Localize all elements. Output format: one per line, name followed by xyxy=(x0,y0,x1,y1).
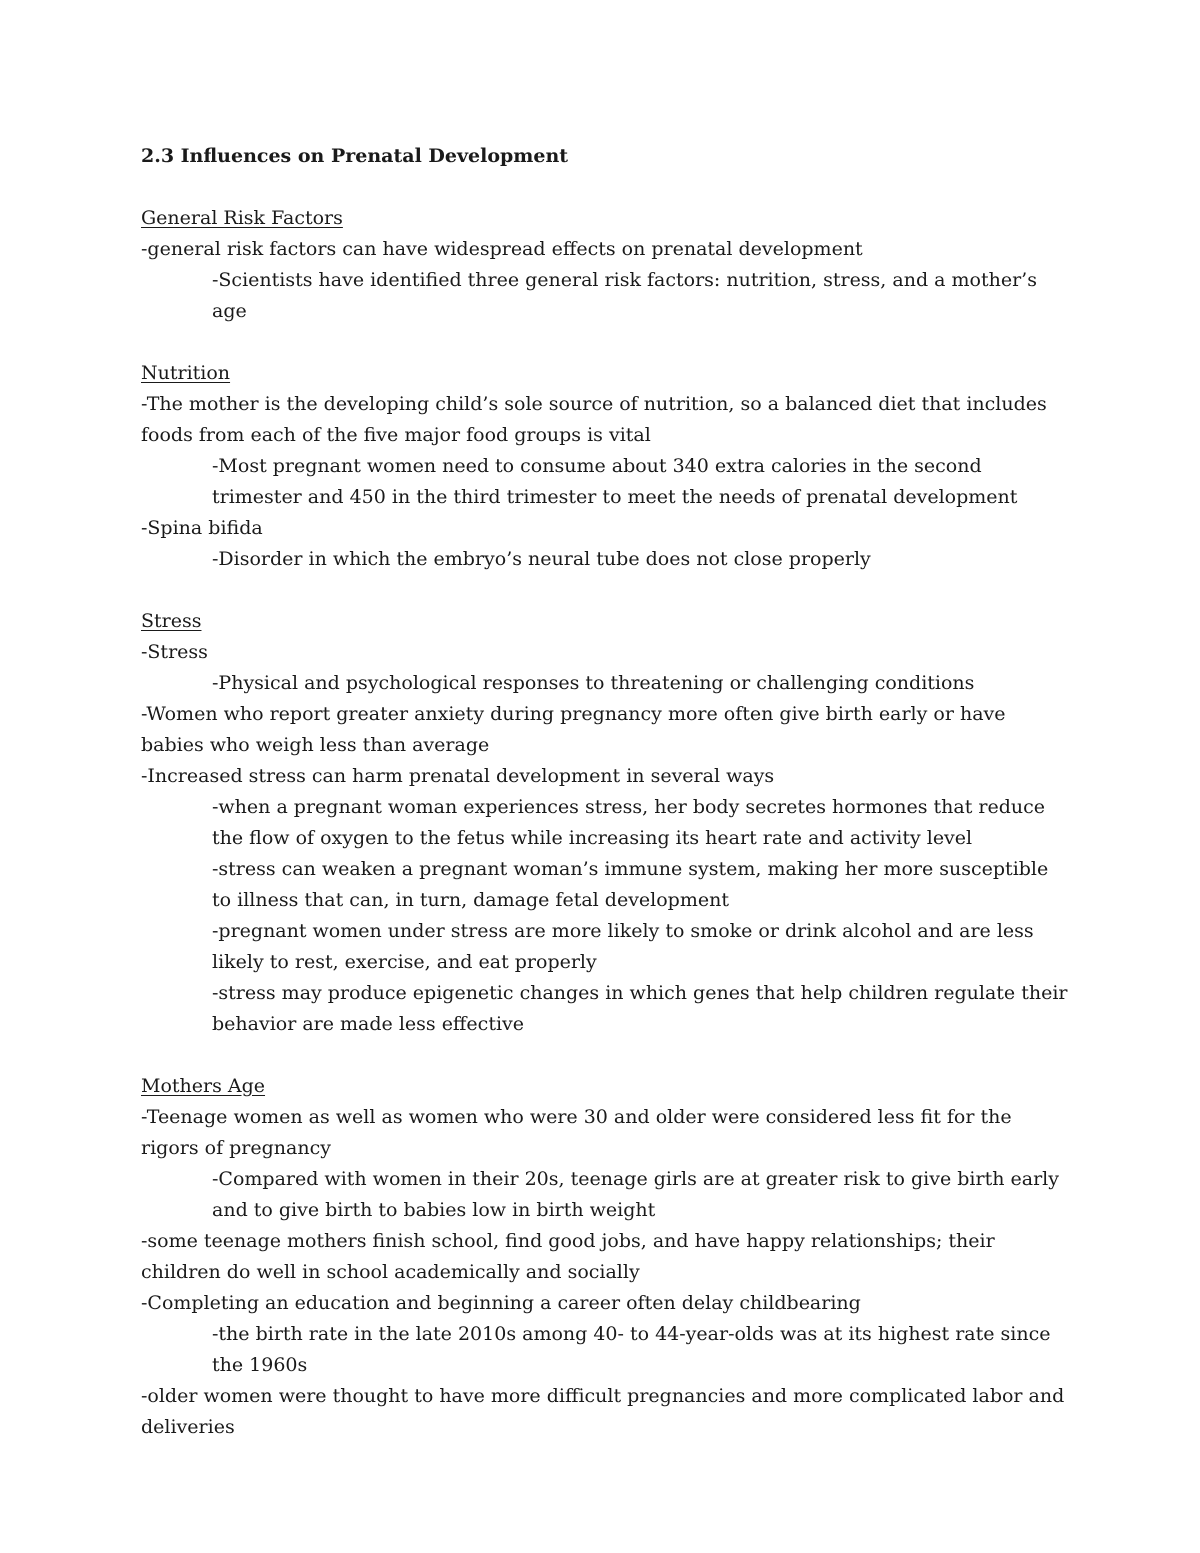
document-body xyxy=(141,141,1071,1443)
bullet-item: -Completing an education and beginning a career often delay childbearing xyxy=(141,1292,861,1314)
document-title: 2.3 Influences on Prenatal Development xyxy=(141,145,569,167)
bullet-item: -Spina bifida xyxy=(141,517,263,539)
bullet-item: -Women who report greater anxiety during pregnancy more often give birth early or have babies who weigh less than average xyxy=(141,703,1006,756)
section xyxy=(141,1071,1071,1443)
sub-bullet-item: -Most pregnant women need to consume about 340 extra calories in the second trimester and 450 in the third trimester to meet the needs of prenatal development xyxy=(212,455,1018,508)
section xyxy=(141,203,1071,327)
sub-bullet-item: -Physical and psychological responses to threatening or challenging conditions xyxy=(212,672,975,694)
section xyxy=(141,358,1071,575)
bullet-item: -The mother is the developing child’s sole source of nutrition, so a balanced diet that includes foods from each of the five major food groups is vital xyxy=(141,393,1047,446)
sub-bullet-item: -Disorder in which the embryo’s neural tube does not close properly xyxy=(212,548,871,570)
sub-bullet-item: -when a pregnant woman experiences stress, her body secretes hormones that reduce the flow of oxygen to the fetus while increasing its heart rate and activity level xyxy=(212,796,1045,849)
sub-bullet-item: -Scientists have identified three general risk factors: nutrition, stress, and a mother’s age xyxy=(212,269,1037,322)
bullet-item: -Stress xyxy=(141,641,208,663)
section-heading: Nutrition xyxy=(141,362,231,384)
sub-bullet-item: -Compared with women in their 20s, teenage girls are at greater risk to give birth early and to give birth to babies low in birth weight xyxy=(212,1168,1059,1221)
sub-bullet-item: -stress can weaken a pregnant woman’s immune system, making her more susceptible to illness that can, in turn, damage fetal development xyxy=(212,858,1049,911)
sections-container xyxy=(141,203,1071,1443)
bullet-item: -Increased stress can harm prenatal development in several ways xyxy=(141,765,775,787)
section-heading: Stress xyxy=(141,610,202,632)
section xyxy=(141,606,1071,1040)
sub-bullet-item: -pregnant women under stress are more likely to smoke or drink alcohol and are less likely to rest, exercise, and eat properly xyxy=(212,920,1034,973)
bullet-item: -some teenage mothers finish school, find good jobs, and have happy relationships; their children do well in school academically and socially xyxy=(141,1230,995,1283)
bullet-item: -older women were thought to have more difficult pregnancies and more complicated labor and deliveries xyxy=(141,1385,1065,1438)
section-heading: Mothers Age xyxy=(141,1075,266,1097)
sub-bullet-item: -the birth rate in the late 2010s among 40- to 44-year-olds was at its highest rate since the 1960s xyxy=(212,1323,1051,1376)
sub-bullet-item: -stress may produce epigenetic changes in which genes that help children regulate their behavior are made less effective xyxy=(212,982,1068,1035)
bullet-item: -general risk factors can have widespread effects on prenatal development xyxy=(141,238,863,260)
section-heading: General Risk Factors xyxy=(141,207,343,229)
bullet-item: -Teenage women as well as women who were 30 and older were considered less fit for the rigors of pregnancy xyxy=(141,1106,1012,1159)
